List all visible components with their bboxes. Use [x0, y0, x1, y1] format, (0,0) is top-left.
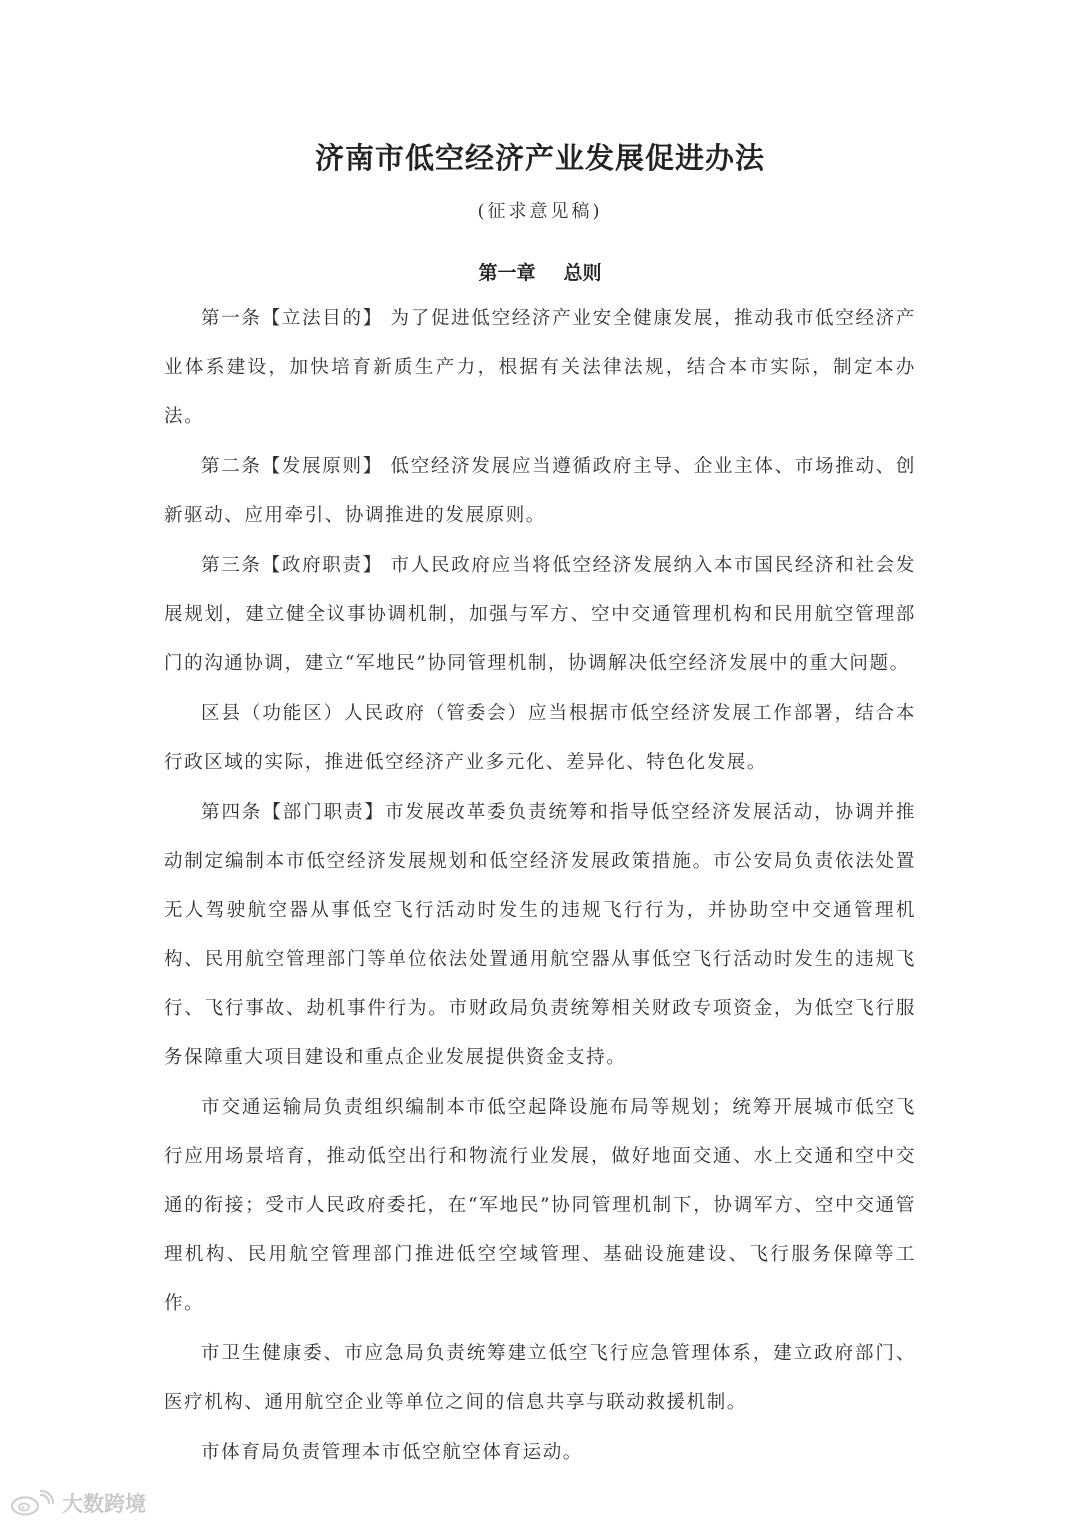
document-subtitle: (征求意见稿)	[477, 201, 603, 222]
paragraph-article-4-health: 市卫生健康委、市应急局负责统筹建立低空飞行应急管理体系，建立政府部门、医疗机构、通用航空企业等单位之间的信息共享与联动救援机制。	[164, 1343, 916, 1413]
paragraph-article-4: 第四条【部门职责】市发展改革委负责统筹和指导低空经济发展活动，协调并推动制定编制本市低空经济发展规划和低空经济发展政策措施。市公安局负责依法处置无人驾驶航空器从事低空飞行活动时发生的违规飞行行为，并协助空中交通管理机构、民用航空管理部门等单位依法处置通用航空器从事低空飞行活动时发生的违规飞行、飞行事故、劫机事件行为。市财政局负责统筹相关财政专项资金，为低空飞行服务保障重大项目建设和重点企业发展提供资金支持。	[164, 802, 916, 1068]
paragraph-article-4-sports: 市体育局负责管理本市低空航空体育运动。	[201, 1442, 583, 1463]
paragraph-article-3: 第三条【政府职责】 市人民政府应当将低空经济发展纳入本市国民经济和社会发展规划，建立健全议事协调机制，加强与军方、空中交通管理机构和民用航空管理部门的沟通协调，建立“军地民”协同管理机制，协调解决低空经济发展中的重大问题。	[164, 555, 916, 674]
paragraph-article-1: 第一条【立法目的】 为了促进低空经济产业安全健康发展，推动我市低空经济产业体系建设，加快培育新质生产力，根据有关法律法规，结合本市实际，制定本办法。	[164, 308, 916, 427]
chapter-heading	[0, 258, 1080, 285]
paragraph-article-2: 第二条【发展原则】 低空经济发展应当遵循政府主导、企业主体、市场推动、创新驱动、应用牵引、协调推进的发展原则。	[164, 456, 916, 526]
paragraph-article-3-district: 区县（功能区）人民政府（管委会）应当根据市低空经济发展工作部署，结合本行政区域的实际，推进低空经济产业多元化、差异化、特色化发展。	[164, 703, 916, 773]
chapter-name: 总则	[563, 262, 602, 284]
weibo-logo-icon	[10, 1490, 56, 1516]
watermark-text: 大数跨境	[62, 1492, 146, 1516]
chapter-number: 第一章	[478, 262, 536, 284]
watermark	[10, 1487, 146, 1519]
paragraph-article-4-transport: 市交通运输局负责组织编制本市低空起降设施布局等规划；统筹开展城市低空飞行应用场景培育，推动低空出行和物流行业发展，做好地面交通、水上交通和空中交通的衔接；受市人民政府委托，在“军地民”协同管理机制下，协调军方、空中交通管理机构、民用航空管理部门推进低空空域管理、基础设施建设、飞行服务保障等工作。	[164, 1097, 916, 1314]
document-title: 济南市低空经济产业发展促进办法	[314, 141, 765, 175]
document-body	[164, 294, 916, 1478]
